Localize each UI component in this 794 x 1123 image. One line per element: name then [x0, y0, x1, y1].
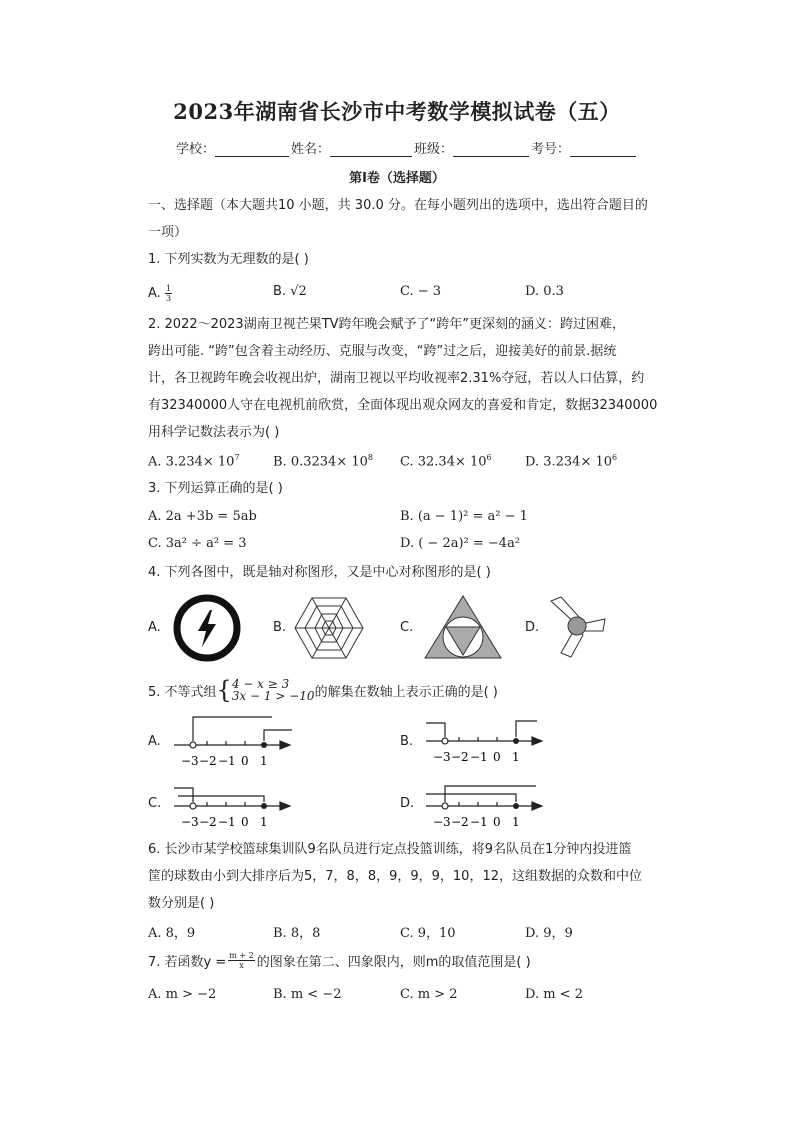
tick-label: 1	[512, 815, 520, 829]
q3-option-a[interactable]: A. 2a +3b = 5ab	[148, 509, 257, 524]
q1-option-b[interactable]: B. √2	[273, 284, 307, 299]
fraction: $\frac{m + 2}{x}$	[229, 951, 254, 970]
q7-stem: 7. 若函数y = $\frac{m + 2}{x}$ 的图象在第二、四象限内，则m的取值范围是( )	[148, 951, 531, 970]
q2-line3: 计，各卫视跨年晚会收视出炉，湖南卫视以平均收视率2.31%夺冠，若以人口估算，约	[148, 371, 645, 386]
q2-line1: 2. 2022～2023湖南卫视芒果TV跨年晚会赋予了“跨年”更深刻的涵义：跨过困难，	[148, 317, 626, 332]
q2-line4: 有32340000人守在电视机前欣赏，全面体现出观众网友的喜爱和肯定，数据32340000	[148, 398, 658, 413]
q2-option-c[interactable]: C. $32.34\times 10^6$	[400, 453, 492, 470]
q1-stem: 1. 下列实数为无理数的是( )	[148, 252, 309, 267]
tick-label: −1	[218, 815, 236, 829]
q6-option-b[interactable]: B. 8，8	[273, 926, 321, 941]
tick-label: 0	[493, 750, 501, 764]
q3-stem: 3. 下列运算正确的是( )	[148, 481, 283, 496]
q2-option-a[interactable]: A. $3.234\times 10^7$	[148, 453, 240, 470]
inequality-system: { 4 − x ≥ 3 3x − 1 > −10	[216, 676, 315, 704]
tick-label: −2	[199, 815, 217, 829]
q5-option-d[interactable]: D.	[400, 796, 415, 811]
q6-line1: 6. 长沙市某学校篮球集训队9名队员进行定点投篮训练，将9名队员在1分钟内投进篮	[148, 842, 632, 857]
q4-figure-a-lightning-icon	[172, 593, 242, 663]
q5-numberline-b	[424, 714, 546, 770]
q4-option-c[interactable]: C.	[400, 620, 414, 635]
class-label: 班级：	[414, 142, 454, 157]
tick-label: −3	[433, 815, 451, 829]
tick-label: −2	[451, 750, 469, 764]
fraction: $\frac{1}{3}$	[165, 284, 172, 303]
q5-numberline-c	[172, 780, 294, 832]
q5-option-c[interactable]: C.	[148, 796, 162, 811]
section-heading-line2: 一项）	[148, 225, 188, 240]
part-title: 第Ⅰ卷（选择题）	[349, 171, 445, 186]
section-heading-line1: 一、选择题（本大题共10 小题，共 30.0 分。在每小题列出的选项中，选出符合题目的	[148, 198, 648, 213]
q4-stem: 4. 下列各图中，既是轴对称图形，又是中心对称图形的是( )	[148, 565, 491, 580]
q6-option-a[interactable]: A. 8，9	[148, 926, 196, 941]
q3-option-b[interactable]: B. (a − 1)² = a² − 1	[400, 509, 528, 524]
q6-line3: 数分别是( )	[148, 896, 215, 911]
tick-label: −2	[199, 754, 217, 768]
number-field[interactable]	[570, 142, 636, 157]
q5-stem: 5. 不等式组 { 4 − x ≥ 3 3x − 1 > −10 的解集在数轴上表示正确的是( )	[148, 676, 498, 704]
name-label: 姓名：	[291, 142, 331, 157]
q1-option-d[interactable]: D. 0.3	[525, 284, 564, 299]
q7-option-d[interactable]: D. m < 2	[525, 987, 583, 1002]
tick-label: −3	[181, 754, 199, 768]
tick-label: −1	[218, 754, 236, 768]
q6-option-d[interactable]: D. 9，9	[525, 926, 573, 941]
q1-option-a[interactable]: A. $\frac{1}{3}$	[148, 284, 172, 303]
q5-numberline-a	[172, 714, 294, 770]
tick-label: −3	[181, 815, 199, 829]
tick-label: −1	[470, 750, 488, 764]
q4-figure-d-pinwheel	[547, 595, 607, 659]
q4-option-b[interactable]: B.	[273, 620, 287, 635]
tick-label: 0	[241, 754, 249, 768]
tick-label: 0	[493, 815, 501, 829]
q3-option-c[interactable]: C. 3a² ÷ a² = 3	[148, 536, 247, 551]
q5-numberline-d	[424, 780, 546, 832]
tick-label: 1	[512, 750, 520, 764]
q3-option-d[interactable]: D. ( − 2a)² = −4a²	[400, 536, 521, 551]
page-title: 2023年湖南省长沙市中考数学模拟试卷（五）	[173, 99, 621, 124]
q5-option-b[interactable]: B.	[400, 734, 414, 749]
student-info-row	[176, 138, 638, 157]
tick-label: −1	[470, 815, 488, 829]
q2-option-d[interactable]: D. $3.234\times 10^6$	[525, 453, 618, 470]
tick-label: 1	[260, 754, 268, 768]
name-field[interactable]	[330, 142, 412, 157]
q6-option-c[interactable]: C. 9，10	[400, 926, 456, 941]
q4-option-d[interactable]: D.	[525, 620, 540, 635]
tick-label: −3	[433, 750, 451, 764]
tick-label: 0	[241, 815, 249, 829]
class-field[interactable]	[453, 142, 529, 157]
q4-figure-c-triangle-circle	[423, 593, 503, 661]
school-label: 学校：	[176, 142, 216, 157]
q1-option-c[interactable]: C. − 3	[400, 284, 442, 299]
q2-line5: 用科学记数法表示为( )	[148, 425, 280, 440]
q4-figure-b-hexagon-web	[294, 596, 364, 660]
q2-line2: 跨出可能. “跨”包含着主动经历、克服与改变，“跨”过之后，迎接美好的前景.据统	[148, 344, 617, 359]
school-field[interactable]	[215, 142, 289, 157]
q7-option-a[interactable]: A. m > −2	[148, 987, 217, 1002]
q7-option-b[interactable]: B. m < −2	[273, 987, 342, 1002]
number-label: 考号：	[531, 142, 571, 157]
tick-label: 1	[260, 815, 268, 829]
q5-option-a[interactable]: A.	[148, 734, 161, 749]
q4-option-a[interactable]: A.	[148, 620, 161, 635]
sqrt-value: √2	[290, 284, 307, 299]
q6-line2: 筐的球数由小到大排序后为5，7，8，8，9，9，9，10，12，这组数据的众数和中位	[148, 869, 642, 884]
tick-label: −2	[451, 815, 469, 829]
q2-option-b[interactable]: B. $0.3234\times 10^8$	[273, 453, 373, 470]
q7-option-c[interactable]: C. m > 2	[400, 987, 458, 1002]
